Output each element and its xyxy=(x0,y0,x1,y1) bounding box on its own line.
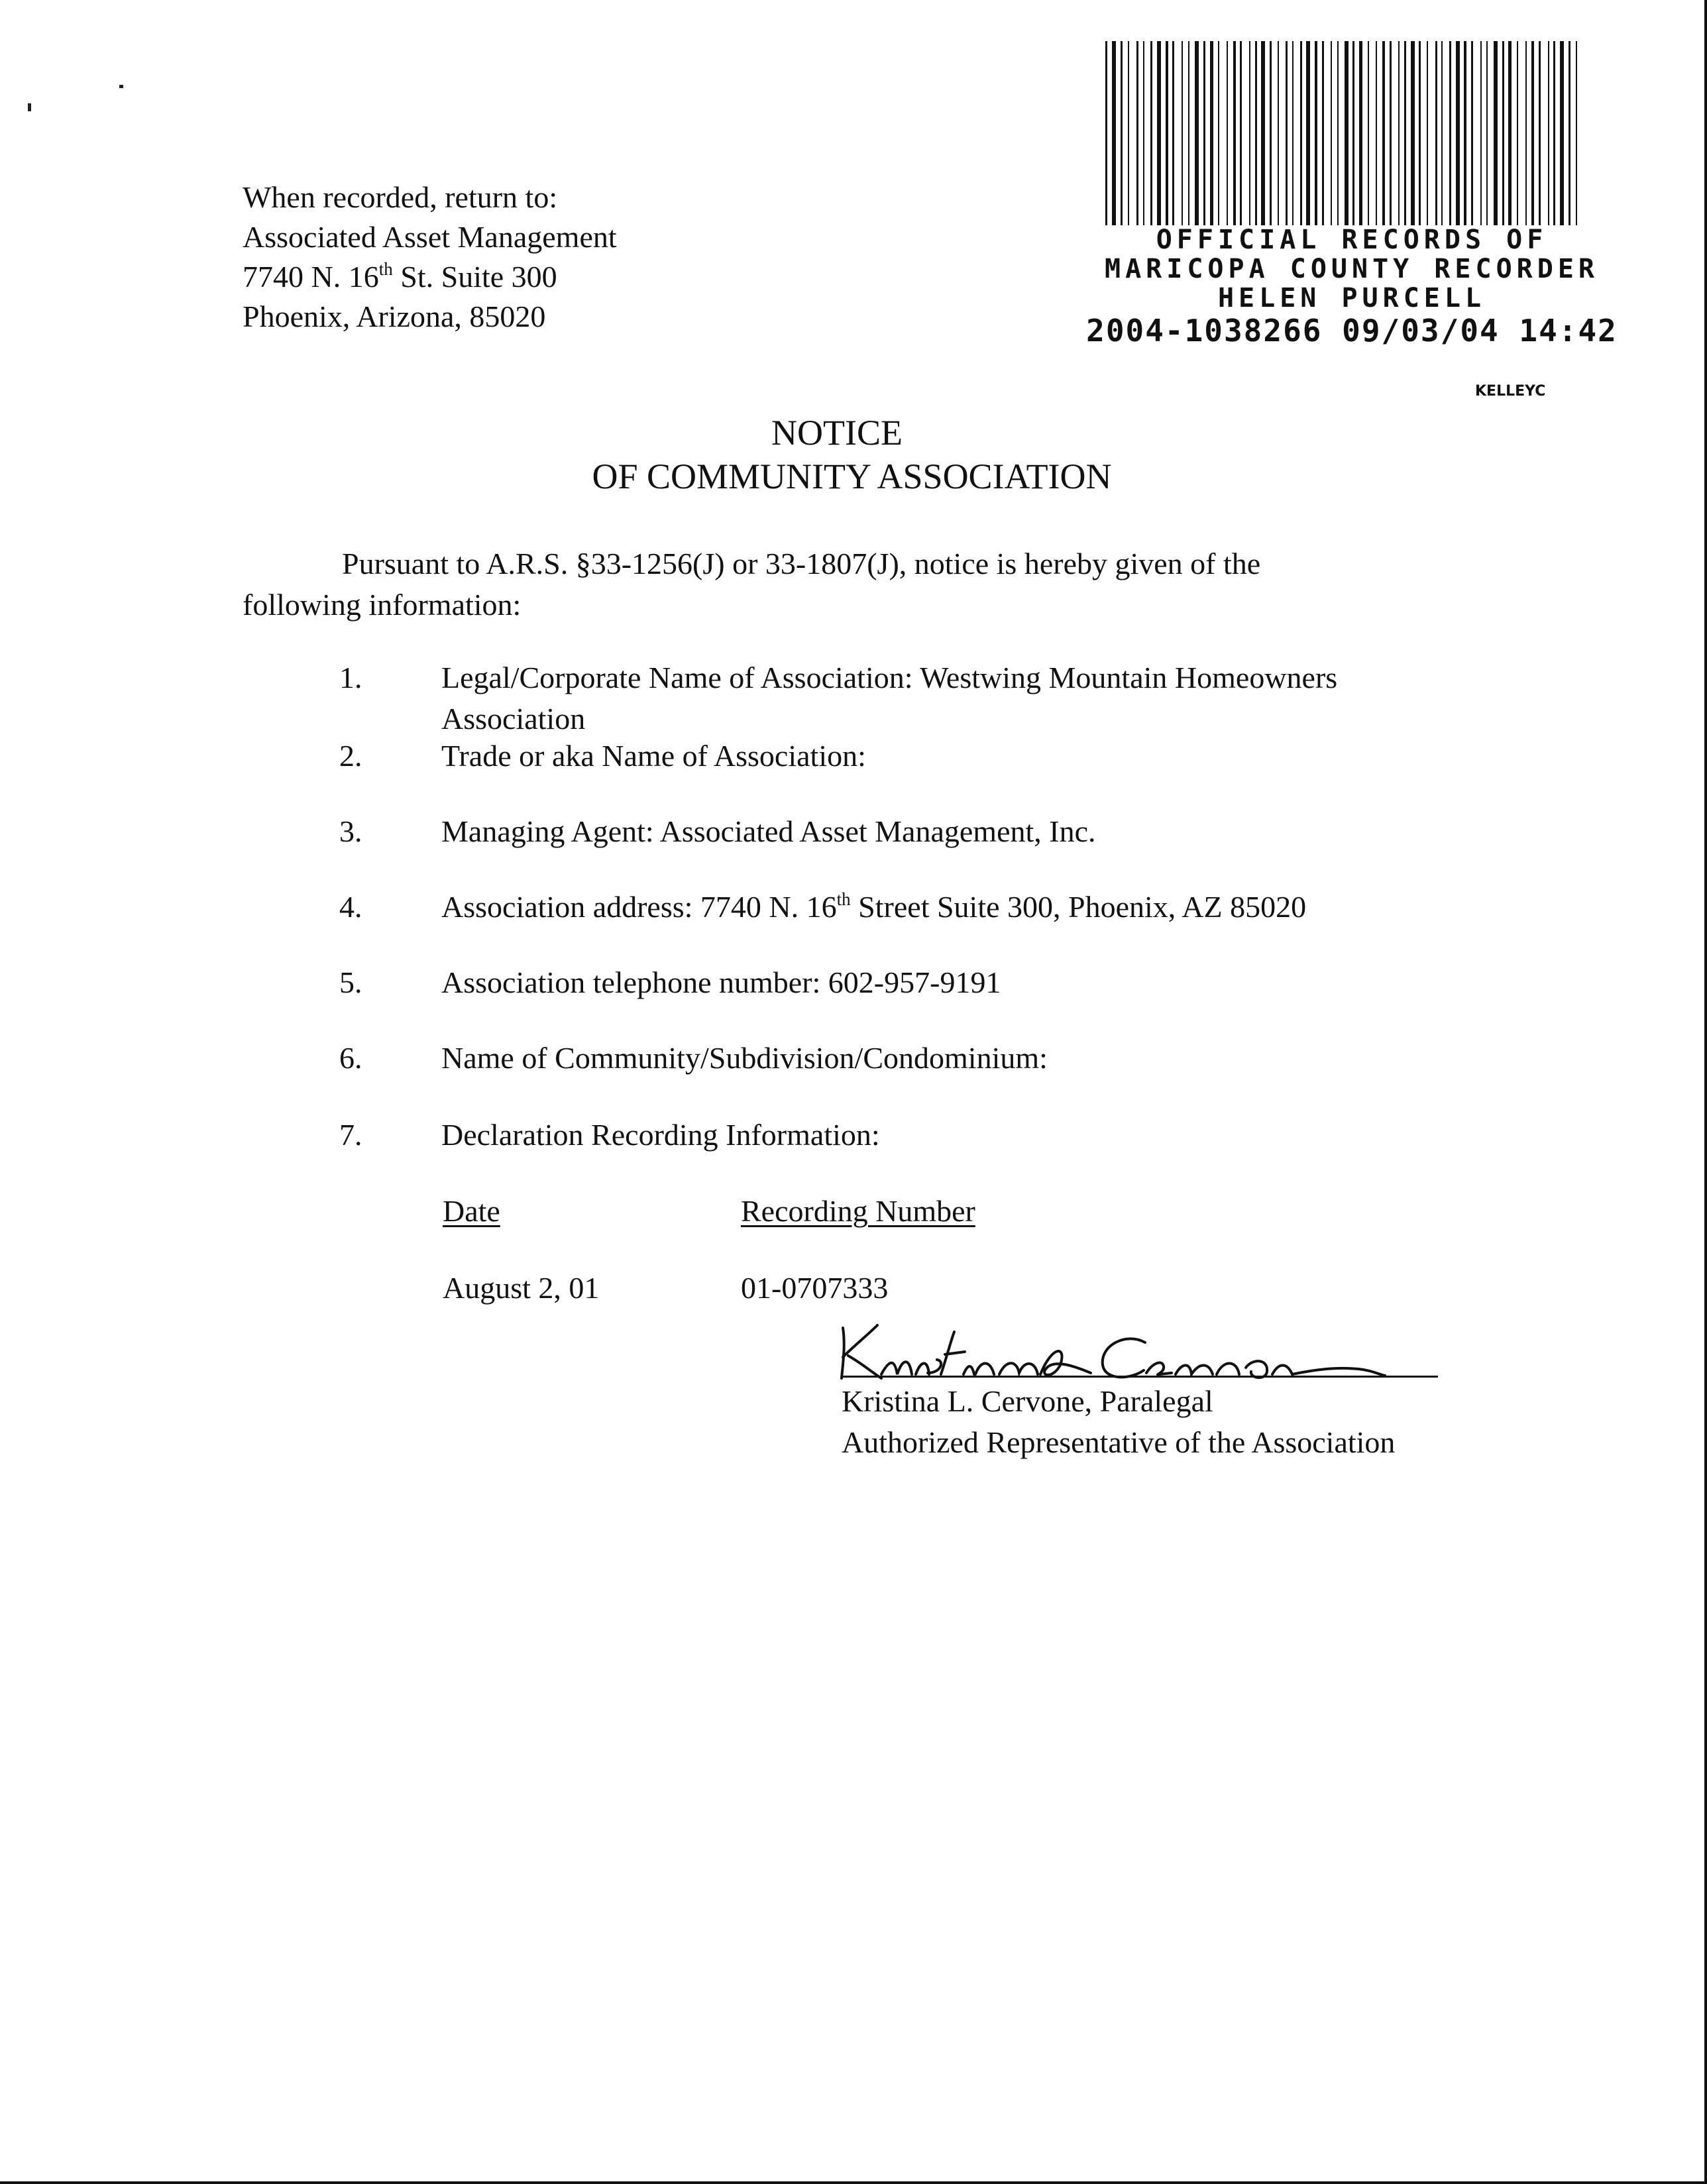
item-number: 6. xyxy=(339,1041,362,1075)
clerk-id: KELLEYC xyxy=(1475,383,1546,400)
barcode-bar xyxy=(1195,41,1199,225)
return-street: 7740 N. 16th St. Suite 300 xyxy=(243,258,557,294)
barcode-bar xyxy=(1121,41,1123,225)
barcode-bar xyxy=(1337,41,1339,225)
item-text: Association telephone number: 602-957-9191 xyxy=(441,965,1001,999)
return-city: Phoenix, Arizona, 85020 xyxy=(243,300,546,333)
barcode-bar xyxy=(1531,41,1534,225)
barcode-bar xyxy=(1172,41,1174,225)
barcode-bar xyxy=(1188,41,1189,225)
barcode-bar xyxy=(1435,41,1437,225)
barcode-bar xyxy=(1306,41,1310,225)
barcode-bar xyxy=(1240,41,1242,225)
barcode-bar xyxy=(1331,41,1332,225)
barcode-bar xyxy=(1315,41,1317,225)
barcode-bar xyxy=(1157,41,1161,225)
barcode-bar xyxy=(1278,41,1279,225)
item-number: 4. xyxy=(339,890,362,924)
barcode-bar xyxy=(1368,41,1369,225)
barcode-bar xyxy=(1502,41,1504,225)
barcode-bar xyxy=(1539,41,1541,225)
return-heading: When recorded, return to: xyxy=(243,180,558,214)
barcode-bar xyxy=(1411,41,1415,225)
barcode-bar xyxy=(1382,41,1385,225)
intro-line-1: Pursuant to A.R.S. §33-1256(J) or 33-1807(J), notice is hereby given of the xyxy=(342,547,1261,580)
return-address-block xyxy=(243,178,617,337)
barcode-bar xyxy=(1166,41,1168,225)
item-text: Trade or aka Name of Association: xyxy=(441,739,866,773)
intro-line-2: following information: xyxy=(243,588,522,622)
barcode-bar xyxy=(1292,41,1294,225)
barcode-bar xyxy=(1480,41,1482,225)
intro-paragraph xyxy=(243,543,1369,626)
item-number: 7. xyxy=(339,1118,362,1152)
barcode-bar xyxy=(1419,41,1421,225)
barcode-bar xyxy=(1261,41,1265,225)
barcode-bar xyxy=(1486,41,1488,225)
barcode-bar xyxy=(1441,41,1443,225)
barcode-bar xyxy=(1390,41,1392,225)
stamp-record-number: 2004-1038266 09/03/04 14:42 xyxy=(1086,313,1618,349)
barcode-bar xyxy=(1345,41,1349,225)
barcode-bar xyxy=(1300,41,1302,225)
barcode-bar xyxy=(1233,41,1236,225)
barcode-bar xyxy=(1218,41,1219,225)
stamp-line-1: OFFICIAL RECORDS OF xyxy=(1156,225,1548,255)
barcode-bar xyxy=(1136,41,1138,225)
barcode-bar xyxy=(1569,41,1570,225)
recorder-stamp xyxy=(1060,225,1643,349)
signature-line xyxy=(842,1376,1438,1378)
barcode-bar xyxy=(1255,41,1257,225)
barcode-bar xyxy=(1128,41,1129,225)
title-line-1: NOTICE xyxy=(771,413,903,453)
item-number: 1. xyxy=(339,661,362,694)
barcode-bar xyxy=(1359,41,1362,225)
barcode xyxy=(1100,41,1585,225)
barcode-bar xyxy=(1182,41,1183,225)
barcode-bar xyxy=(1322,41,1324,225)
barcode-bar xyxy=(1494,41,1498,225)
scan-speck xyxy=(119,85,123,88)
signatory-name: Kristina L. Cervone, Paralegal xyxy=(842,1384,1213,1418)
item-text: Legal/Corporate Name of Association: Westwing Mountain Homeowners Association xyxy=(441,661,1338,736)
barcode-bar xyxy=(1376,41,1377,225)
item-text: Declaration Recording Information: xyxy=(441,1118,880,1152)
barcode-bar xyxy=(1105,41,1107,225)
item-number: 5. xyxy=(339,965,362,999)
stamp-line-3: HELEN PURCELL xyxy=(1217,283,1486,313)
barcode-bar xyxy=(1143,41,1144,225)
barcode-bar xyxy=(1553,41,1555,225)
barcode-bar xyxy=(1286,41,1288,225)
item-text: Name of Community/Subdivision/Condominium: xyxy=(441,1041,1048,1075)
recording-number: 01-0707333 xyxy=(741,1271,889,1305)
barcode-bar xyxy=(1427,41,1428,225)
barcode-bar xyxy=(1112,41,1116,225)
scan-speck xyxy=(28,103,31,111)
barcode-bar xyxy=(1449,41,1451,225)
barcode-bar xyxy=(1471,41,1473,225)
barcode-bar xyxy=(1398,41,1400,225)
item-text: Managing Agent: Associated Asset Management, Inc. xyxy=(441,814,1096,848)
signatory-block xyxy=(842,1381,1395,1463)
handwritten-signature xyxy=(828,1319,1458,1385)
barcode-bar xyxy=(1352,41,1354,225)
barcode-bar xyxy=(1548,41,1549,225)
return-company: Associated Asset Management xyxy=(243,220,617,254)
recording-number-header: Recording Number xyxy=(741,1194,975,1228)
date-header: Date xyxy=(443,1194,500,1228)
signatory-title: Authorized Representative of the Association xyxy=(842,1425,1396,1459)
title-line-2: OF COMMUNITY ASSOCIATION xyxy=(592,457,1112,496)
barcode-bar xyxy=(1576,41,1577,225)
barcode-bar xyxy=(1203,41,1205,225)
barcode-bar xyxy=(1560,41,1564,225)
barcode-bar xyxy=(1404,41,1406,225)
barcode-bar xyxy=(1508,41,1512,225)
barcode-bar xyxy=(1210,41,1213,225)
barcode-bar xyxy=(1270,41,1272,225)
stamp-line-2: MARICOPA COUNTY RECORDER xyxy=(1105,254,1599,284)
barcode-bar xyxy=(1456,41,1460,225)
item-number: 3. xyxy=(339,814,362,848)
barcode-bar xyxy=(1249,41,1250,225)
document-title xyxy=(0,411,1707,498)
barcode-bar xyxy=(1525,41,1527,225)
barcode-bar xyxy=(1517,41,1518,225)
barcode-bar xyxy=(1150,41,1152,225)
barcode-bar xyxy=(1464,41,1466,225)
item-text: Association address: 7740 N. 16th Street Suite 300, Phoenix, AZ 85020 xyxy=(441,889,1307,924)
recording-date: August 2, 01 xyxy=(443,1271,600,1305)
item-number: 2. xyxy=(339,739,362,773)
barcode-bar xyxy=(1227,41,1228,225)
